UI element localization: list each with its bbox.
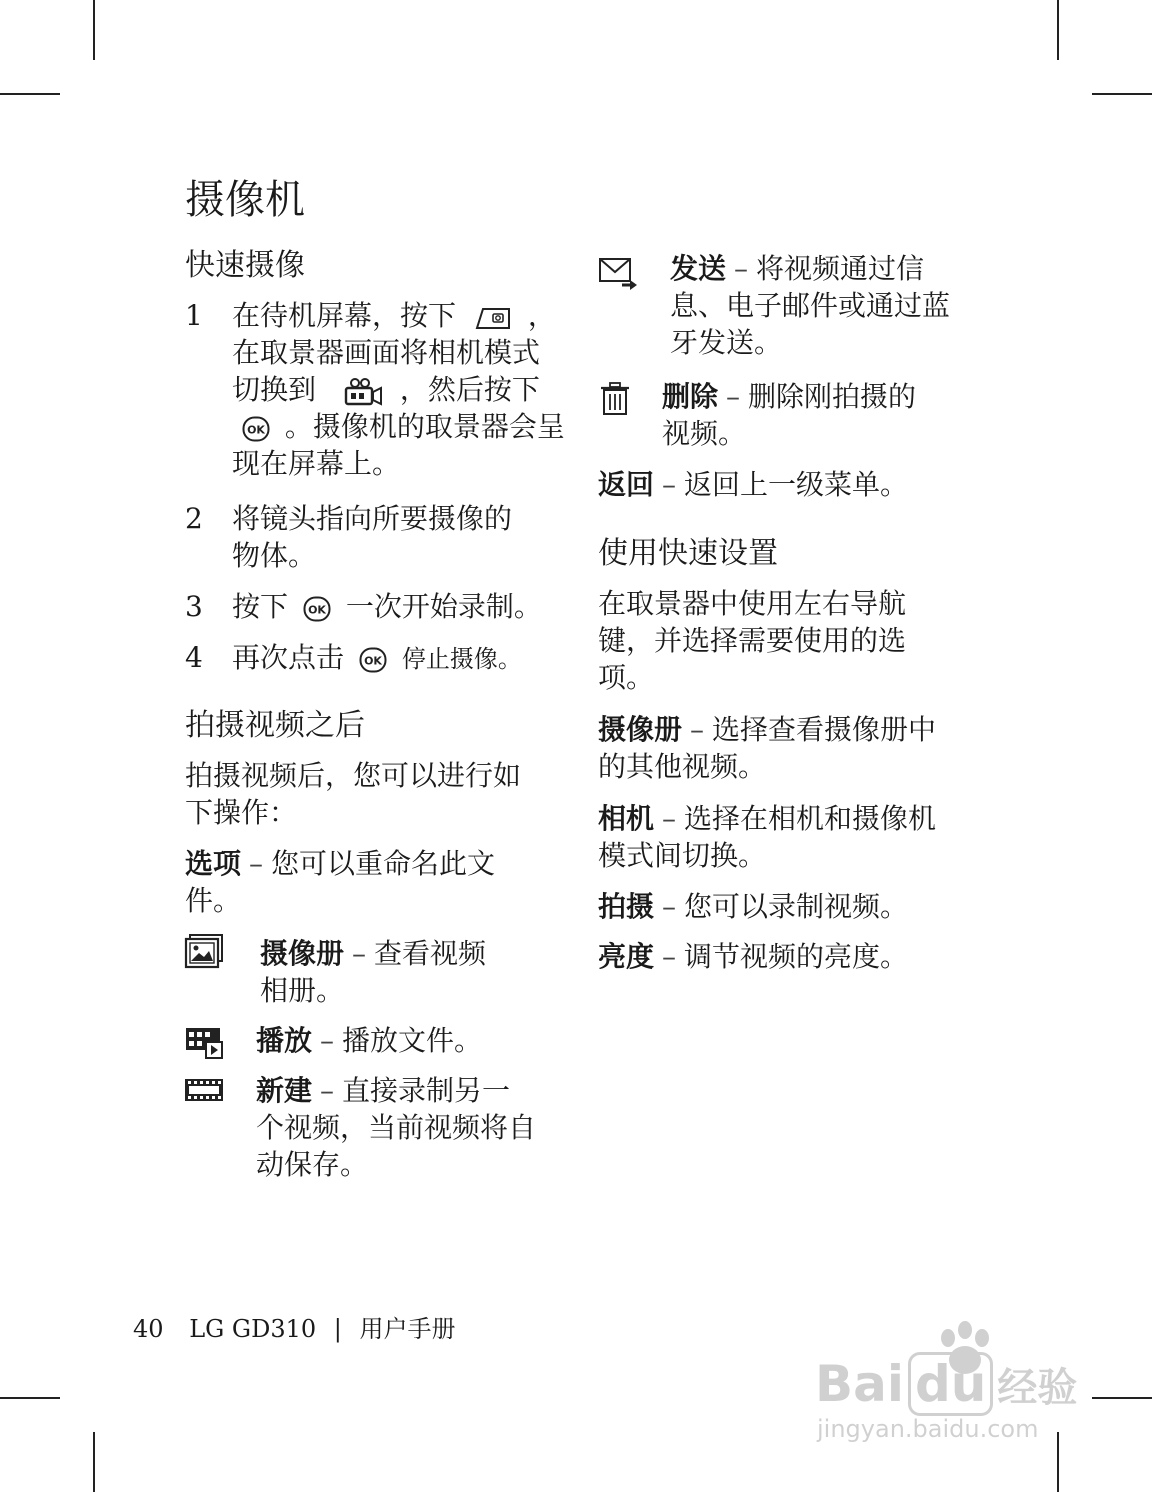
new-video-icon [184,1076,226,1106]
page-title: 摄像机 [185,177,305,223]
play-entry [256,1022,576,1059]
intro-line: 键，并选择需要使用的选 [598,624,907,657]
watermark-brand: 经验 [997,1365,1078,1411]
dash: – [352,937,367,970]
settings-desc: 选择在相机和摄像机 [684,802,937,835]
section-heading-quick-record: 快速摄像 [185,248,305,283]
section-heading-after-recording: 拍摄视频之后 [185,708,365,743]
watermark-brand: Bai [815,1355,904,1413]
watermark-brand: du [908,1352,993,1416]
send-desc: 息、电子邮件或通过蓝 [670,289,951,322]
album-term: 摄像册 [260,937,345,970]
back-term: 返回 [598,468,655,501]
step-text: 现在屏幕上。 [232,447,401,480]
dash: – [320,1074,335,1107]
album-desc: 相册。 [260,974,345,1007]
delete-desc: 删除刚拍摄的 [748,380,917,413]
dash: – [249,847,264,880]
option-entry [185,845,575,919]
option-desc: 您可以重命名此文 [271,847,496,880]
section-heading-quick-settings: 使用快速设置 [598,536,778,571]
step-3 [185,588,575,628]
crop-mark-top-left-vertical [93,0,95,60]
send-desc: 将视频通过信 [756,252,925,285]
ok-button-icon [303,596,331,622]
settings-desc: 模式间切换。 [598,839,767,872]
dash: – [662,802,677,835]
video-camera-mode-icon [343,376,385,408]
svg-text:OK: OK [247,423,265,436]
intro-line: 拍摄视频后，您可以进行如 [185,759,522,792]
settings-desc: 调节视频的亮度。 [684,940,909,973]
settings-desc: 选择查看摄像册中 [712,713,937,746]
page-number: 40 [133,1315,164,1343]
new-desc: 个视频，当前视频将自 [256,1111,537,1144]
dash: – [734,252,749,285]
intro-line: 项。 [598,661,655,694]
play-term: 播放 [256,1024,313,1057]
step-text: ，然后按下 [399,373,540,406]
dash: – [690,713,705,746]
album-desc: 查看视频 [374,937,487,970]
settings-term: 亮度 [598,940,655,973]
new-entry [256,1072,576,1183]
send-desc: 牙发送。 [670,326,783,359]
back-desc: 返回上一级菜单。 [684,468,909,501]
step-text: 按下 [232,590,289,623]
quick-settings-intro [598,585,978,696]
trash-icon [599,381,631,417]
step-text: 将镜头指向所要摄像的 [232,502,513,535]
step-4 [185,639,575,679]
ok-button-icon [359,647,387,673]
delete-entry [662,378,972,452]
step-text: 再次点击 [232,641,345,674]
send-term: 发送 [670,252,727,285]
settings-term: 摄像册 [598,713,683,746]
new-desc: 直接录制另一 [342,1074,511,1107]
watermark-url: jingyan.baidu.com [817,1415,1039,1443]
delete-desc: 视频。 [662,417,747,450]
step-text: ， [527,299,556,332]
svg-text:OK: OK [307,603,326,616]
settings-entry-album [598,711,978,785]
model-name: LG GD310 [189,1315,317,1343]
step-number: 1 [185,299,203,332]
intro-line: 下操作： [185,796,298,829]
svg-text:OK: OK [363,654,382,667]
ok-button-icon [242,416,270,442]
settings-desc: 您可以录制视频。 [684,890,909,923]
send-entry [670,250,970,361]
dash: – [662,940,677,973]
settings-desc: 的其他视频。 [598,750,767,783]
baidu-watermark [815,1320,1085,1450]
settings-entry-shoot [598,888,978,925]
back-entry [598,466,978,503]
dash: – [662,468,677,501]
step-number: 2 [185,502,203,535]
crop-mark-bottom-left-horizontal [0,1397,60,1399]
album-entry [260,935,580,1009]
step-number: 3 [185,590,203,623]
new-desc: 动保存。 [256,1148,369,1181]
settings-term: 相机 [598,802,655,835]
crop-mark-top-left-horizontal [0,93,60,95]
after-recording-intro [185,757,575,831]
step-text: 在待机屏幕，按下 [232,299,457,332]
dash: – [662,890,677,923]
crop-mark-top-right-horizontal [1092,93,1152,95]
new-term: 新建 [256,1074,313,1107]
send-mail-icon [598,255,640,291]
page-footer [133,1314,456,1344]
album-icon [184,933,226,971]
footer-separator: | [333,1315,342,1343]
crop-mark-bottom-left-vertical [93,1432,95,1492]
camera-key-icon [469,304,515,332]
step-text: 物体。 [232,539,317,572]
crop-mark-bottom-right-horizontal [1092,1397,1152,1399]
step-text: 切换到 [232,373,317,406]
step-text: 在取景器画面将相机模式 [232,336,541,369]
crop-mark-top-right-vertical [1057,0,1059,60]
play-desc: 播放文件。 [342,1024,483,1057]
settings-entry-camera [598,800,978,874]
play-icon [184,1024,226,1060]
step-1 [185,297,575,487]
manual-name: 用户手册 [359,1315,456,1343]
step-2 [185,500,575,580]
option-term: 选项 [185,847,242,880]
step-number: 4 [185,641,203,674]
intro-line: 在取景器中使用左右导航 [598,587,907,620]
settings-entry-brightness [598,938,978,975]
step-text: 。摄像机的取景器会呈 [284,410,565,443]
dash: – [320,1024,335,1057]
step-text: 一次开始录制。 [345,590,542,623]
delete-term: 删除 [662,380,719,413]
dash: – [726,380,741,413]
option-desc: 件。 [185,884,242,917]
settings-term: 拍摄 [598,890,655,923]
step-text: 停止摄像。 [401,645,522,673]
